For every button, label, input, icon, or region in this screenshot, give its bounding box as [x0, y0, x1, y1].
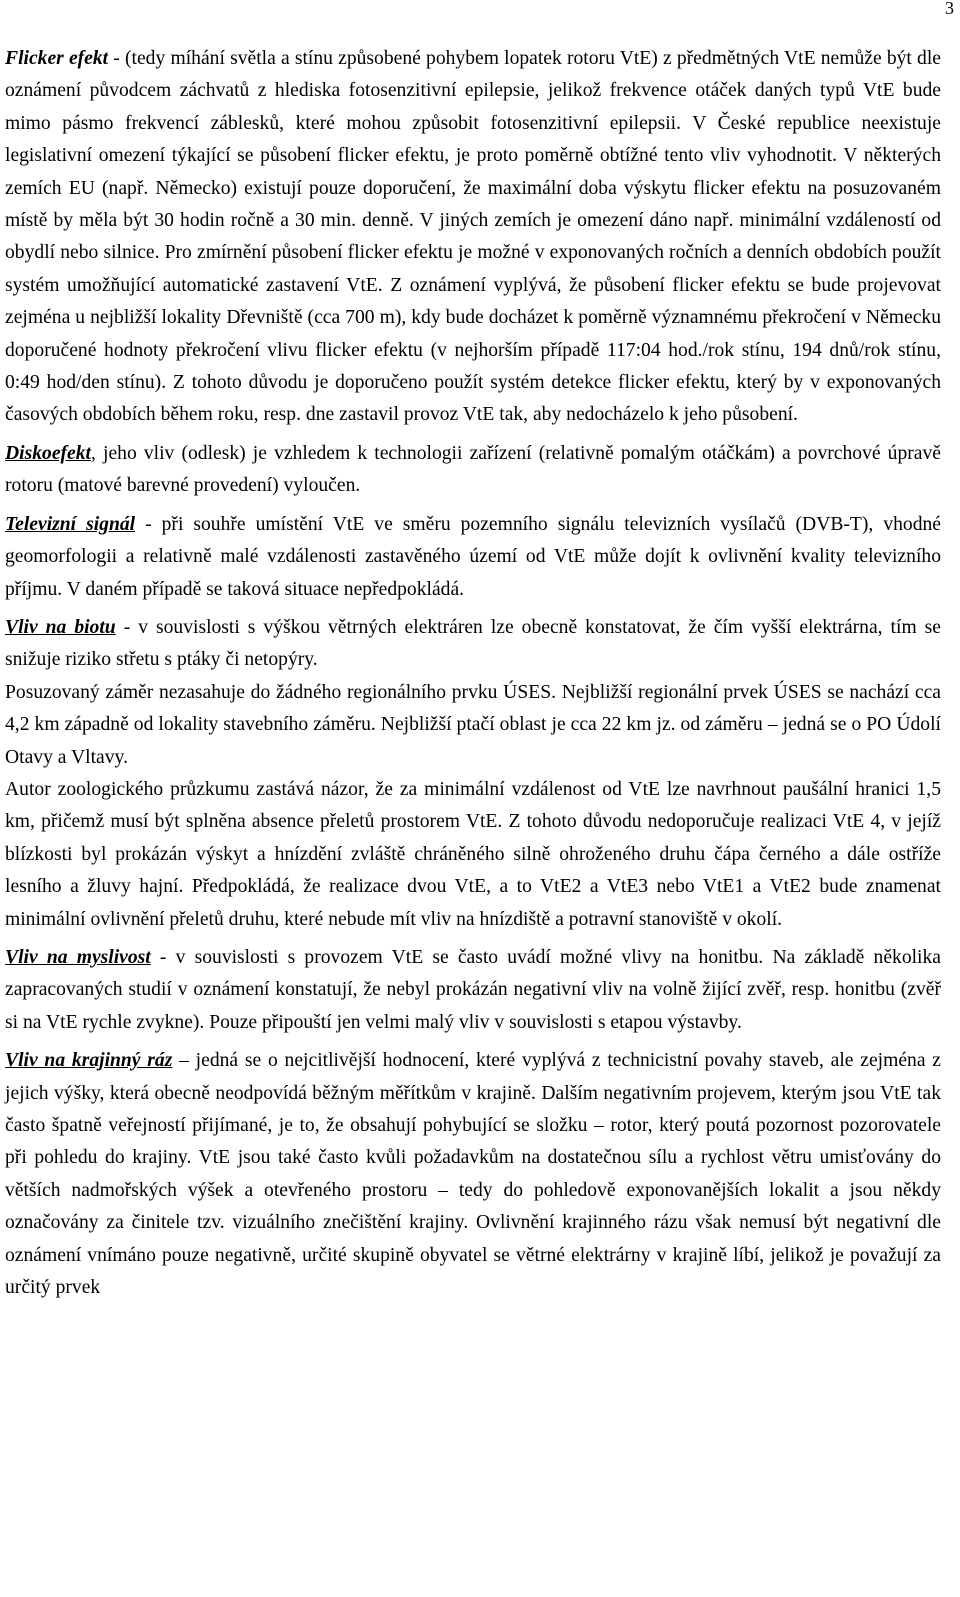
paragraph-vliv-na-myslivost: [5, 942, 941, 1039]
term-vliv-na-krajinny-raz: Vliv na krajinný ráz: [5, 1050, 173, 1072]
term-flicker-efekt: Flicker efekt: [5, 48, 109, 69]
term-vliv-na-biotu: Vliv na biotu: [5, 616, 116, 638]
term-televizni-signal: Televizní signál: [5, 513, 136, 535]
term-diskoefekt: Diskoefekt: [5, 442, 91, 464]
paragraph-text: - v souvislosti s výškou větrných elektráren lze obecně konstatovat, že čím vyšší elektrárna, tím se snižuje riziko střetu s ptáky či netopýry.: [5, 616, 941, 671]
paragraph-vliv-na-krajinny-raz: [5, 1045, 941, 1304]
paragraph-diskoefekt: [5, 438, 941, 503]
paragraph-text: - v souvislosti s provozem VtE se často uvádí možné vlivy na honitbu. Na základě několika zapracovaných studií v oznámení konstatují, že nebyl prokázán negativní vliv na volně žijící zvěř, resp. honitbu (zvěř si na VtE rychle zvykne). Pouze připouští jen velmi malý vliv v souvislosti s etapou výstavby.: [5, 946, 941, 1033]
paragraph-uses: [5, 677, 941, 774]
paragraph-text: - (tedy míhání světla a stínu způsobené pohybem lopatek rotoru VtE) z předmětných VtE nemůže být dle oznámení původcem záchvatů z hlediska fotosenzitivní epilepsie, jelikož frekvence otáček daných typů VtE bude mimo pásmo frekvencí záblesků, které mohou způsobit fotosenzitivní epilepsii. V České republice neexistuje legislativní omezení týkající se působení flicker efektu, je proto poměrně obtížné tento vliv vyhodnotit. V některých zemích EU (např. Německo) existují pouze doporučení, že maximální doba výskytu flicker efektu na posuzovaném místě by měla být 30 hodin ročně a 30 min. denně. V jiných zemích je omezení dáno např. minimální vzdáleností od obydlí nebo silnice. Pro zmírnění působení flicker efektu je možné v exponovaných ročních a denních obdobích použít systém umožňující automatické zastavení VtE. Z oznámení vyplývá, že působení flicker efektu se bude projevovat zejména u nejbližší lokality Dřevniště (cca 700 m), kdy bude docházet k poměrně významnému překročení v Německu doporučené hodnoty překročení vlivu flicker efektu (v nejhorším případě 117:04 hod./rok stínu, 194 dnů/rok stínu, 0:49 hod/den stínu). Z tohoto důvodu je doporučeno použít systém detekce flicker efektu, který by v exponovaných časových obdobích během roku, resp. dne zastavil provoz VtE tak, aby nedocházelo k jeho působení.: [5, 48, 941, 426]
paragraph-text: , jeho vliv (odlesk) je vzhledem k technologii zařízení (relativně pomalým otáčkám) a povrchové úpravě rotoru (matové barevné provedení) vyloučen.: [5, 442, 941, 497]
paragraph-text: – jedná se o nejcitlivější hodnocení, které vyplývá z technicistní povahy staveb, ale zejména z jejich výšky, která obecně neodpovídá běžným měřítkům v krajině. Dalším negativním projevem, kterým jsou VtE tak často špatně veřejností přijímané, je to, že obsahují pohybující se složku – rotor, který poutá pozornost pozorovatele při pohledu do krajiny. VtE jsou také často kvůli požadavkům na dostatečnou sílu a rychlost větru umisťovány do větších nadmořských výšek a otevřeného prostoru – tedy do pohledově exponovanějších lokalit a jsou někdy označovány za činitele tzv. vizuálního znečištění krajiny. Ovlivnění krajinného rázu však nemusí být negativní dle oznámení vnímáno pouze negativně, určité skupině obyvatel se větrné elektrárny v krajině líbí, jelikož je považují za určitý prvek: [5, 1050, 942, 1299]
paragraph-televizni-signal: [5, 509, 941, 606]
paragraph-text: Posuzovaný záměr nezasahuje do žádného regionálního prvku ÚSES. Nejbližší regionální prvek ÚSES se nachází cca 4,2 km západně od lokality stavebního záměru. Nejbližší ptačí oblast je cca 22 km jz. od záměru – jedná se o PO Údolí Otavy a Vltavy.: [5, 681, 941, 768]
paragraph-vliv-na-biotu: [5, 612, 941, 677]
paragraph-flicker-efekt: [5, 43, 941, 432]
page-number: 3: [945, 0, 954, 18]
term-vliv-na-myslivost: Vliv na myslivost: [5, 946, 151, 968]
paragraph-zoologicky-pruzkum: [5, 774, 941, 936]
paragraph-text: - při souhře umístění VtE ve směru pozemního signálu televizních vysílačů (DVB-T), vhodné geomorfologii a relativně malé vzdálenosti zastavěného území od VtE může dojít k ovlivnění kvality televizního příjmu. V daném případě se taková situace nepředpokládá.: [5, 513, 941, 600]
paragraph-text: Autor zoologického průzkumu zastává názor, že za minimální vzdálenost od VtE lze navrhnout paušální hranici 1,5 km, přičemž musí být splněna absence přeletů prostorem VtE. Z tohoto důvodu nedoporučuje realizaci VtE 4, v jejíž blízkosti byl prokázán výskyt a hnízdění zvláště chráněného silně ohroženého druhu čápa černého a dále ostříže lesního a žluvy hajní. Předpokládá, že realizace dvou VtE, a to VtE2 a VtE3 nebo VtE1 a VtE2 bude znamenat minimální ovlivnění přeletů druhu, které nebude mít vliv na hnízdiště a potravní stanoviště v okolí.: [5, 778, 941, 930]
